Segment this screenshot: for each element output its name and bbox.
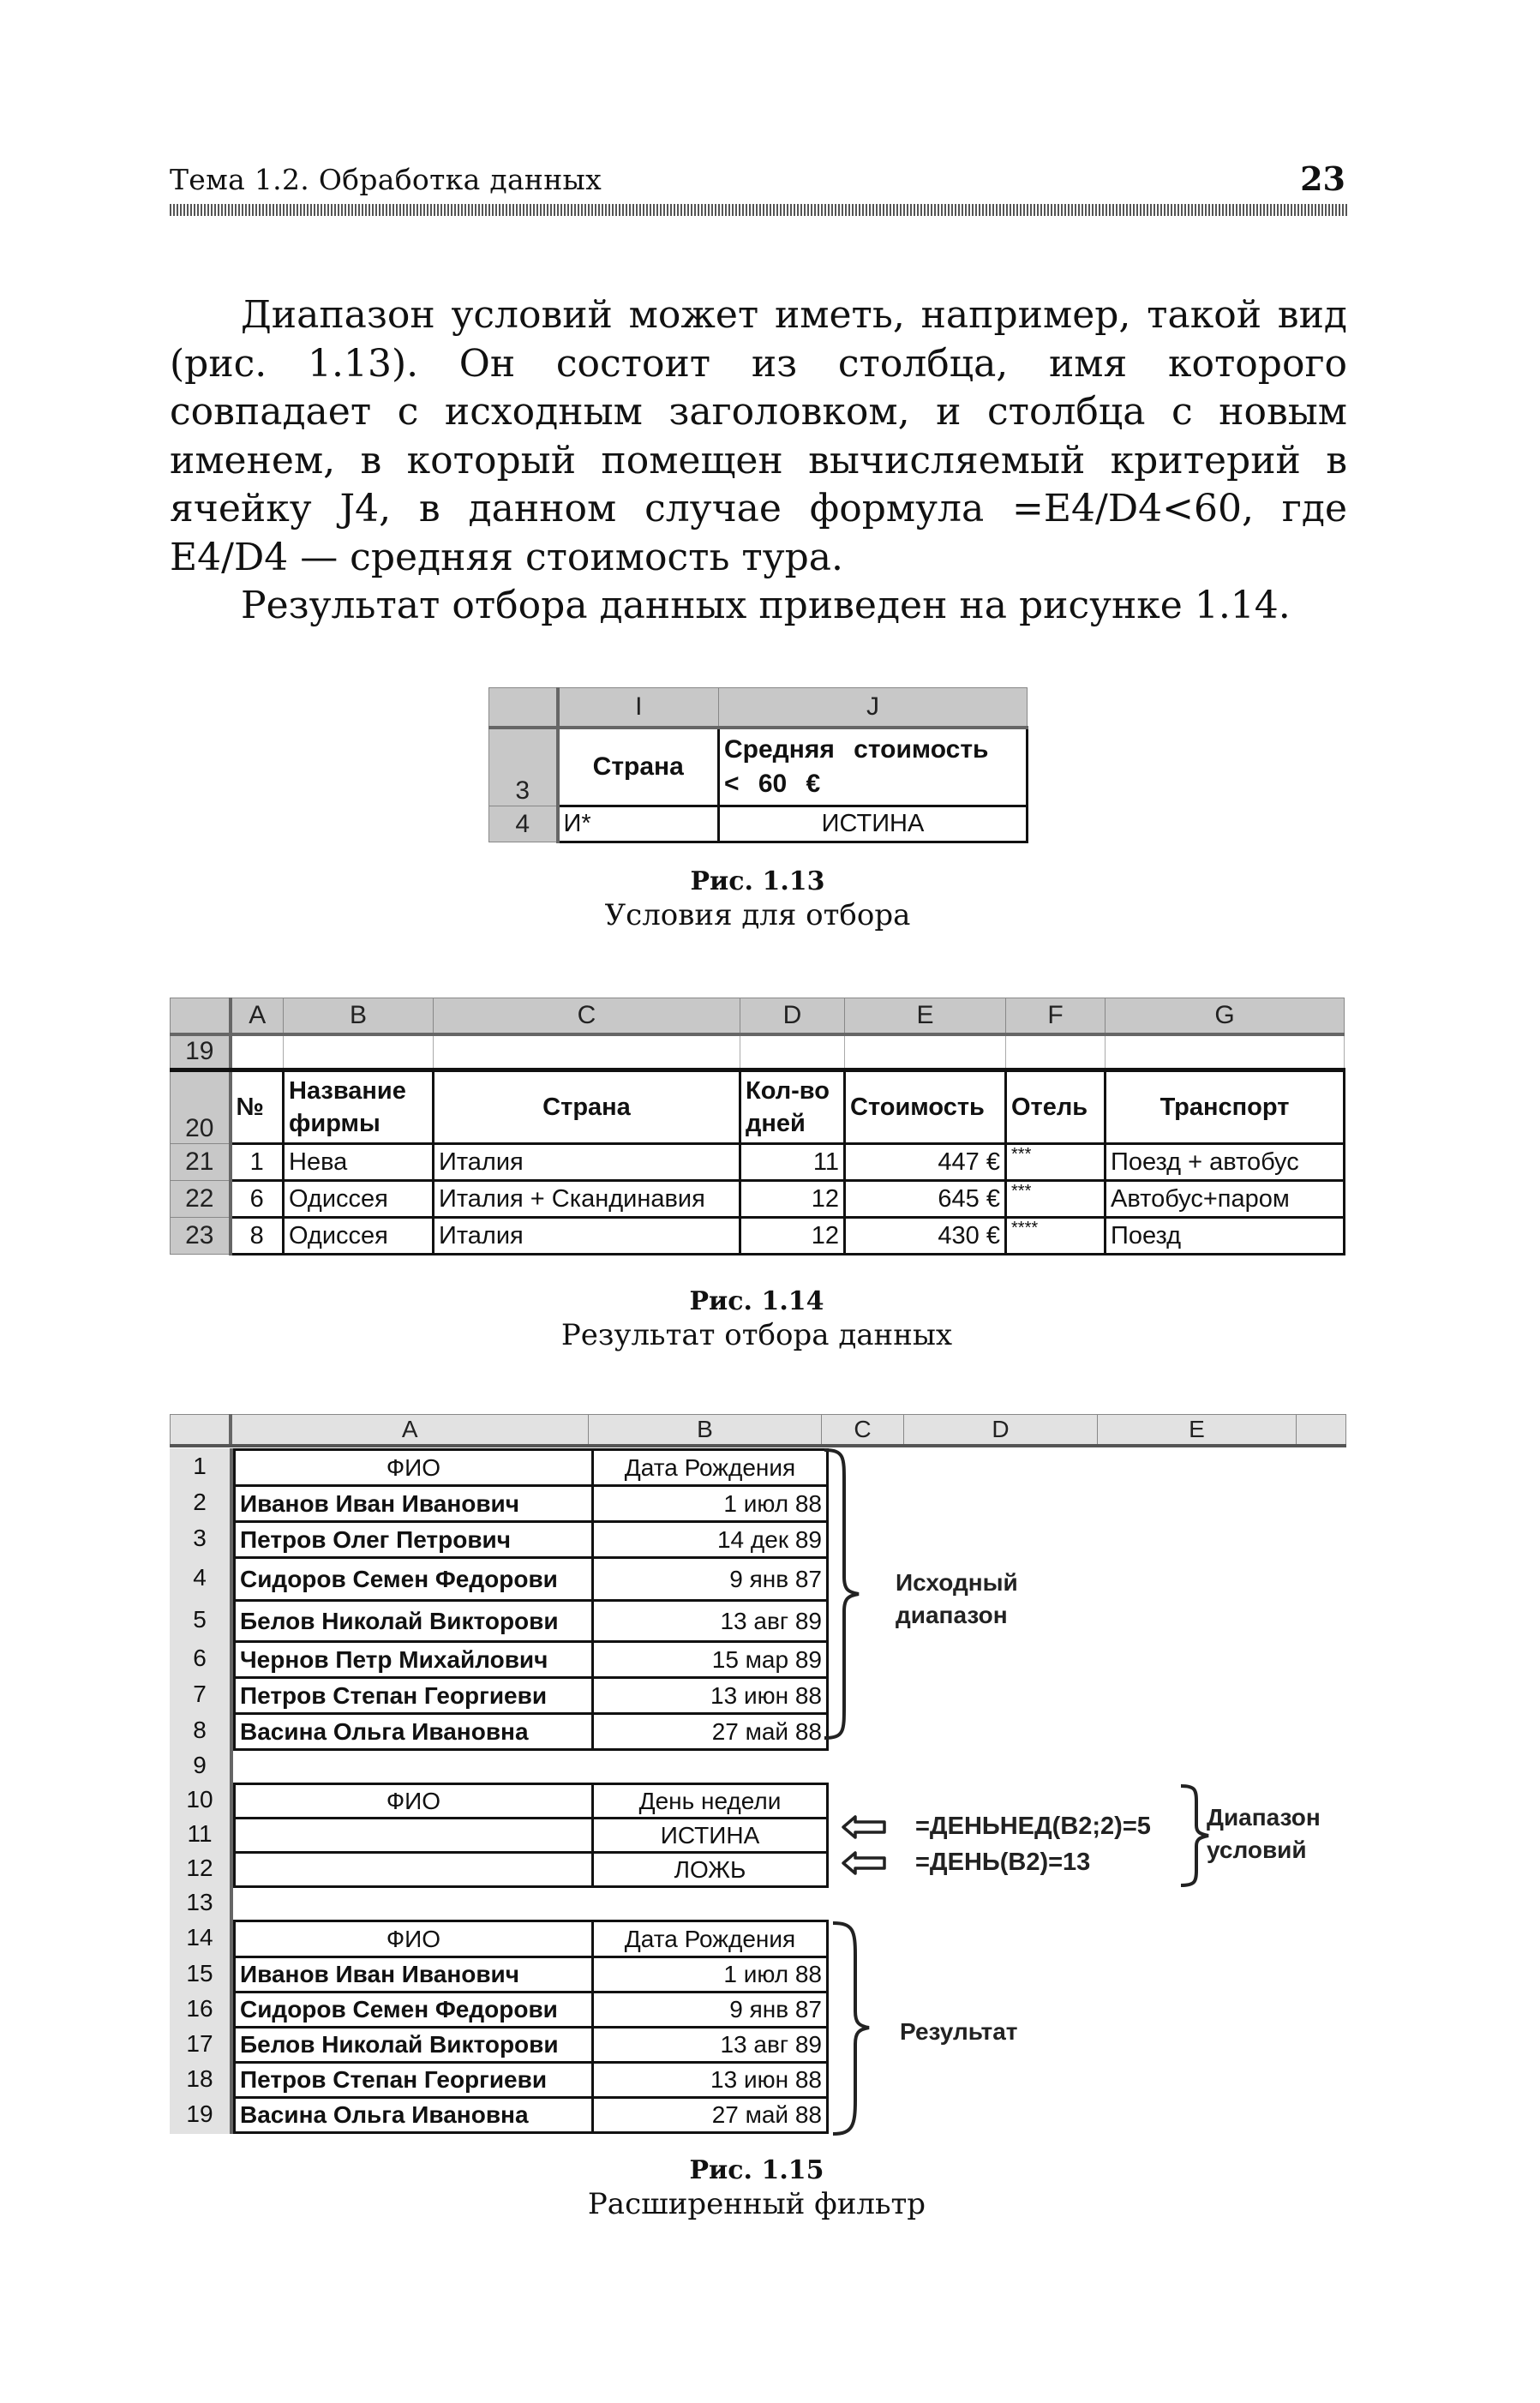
source-range-brace-icon	[823, 1448, 866, 1740]
row-header: 22	[171, 1181, 231, 1218]
header-cell: ФИО	[235, 1450, 593, 1486]
table-row	[171, 1181, 1345, 1218]
table-row	[235, 1853, 828, 1887]
row-header: 19	[186, 2100, 213, 2127]
column-header: A	[231, 998, 284, 1034]
cell	[231, 1034, 284, 1070]
caption-number: Рис. 1.13	[690, 866, 825, 896]
body-text	[170, 291, 1347, 631]
row-header: 15	[186, 1960, 213, 1987]
cell: Петров Степан Георгиеви	[235, 2063, 593, 2098]
header-rule	[170, 204, 1347, 216]
column-header: E	[845, 998, 1006, 1034]
row-header: 5	[193, 1606, 207, 1633]
fig13-criteria-table	[488, 687, 1028, 843]
cell	[845, 1034, 1006, 1070]
column-header: I	[558, 688, 719, 728]
cell: 1	[231, 1144, 284, 1181]
cell: И*	[558, 806, 719, 842]
cell: 27 май 88	[593, 1714, 828, 1750]
column-header: E	[1098, 1415, 1297, 1446]
table-row	[235, 1678, 828, 1714]
cell: 11	[740, 1144, 845, 1181]
cell: 12	[740, 1218, 845, 1255]
column-header: B	[284, 998, 434, 1034]
row-header: 11	[187, 1820, 213, 1847]
source-range-label	[896, 1567, 1018, 1632]
table-row	[171, 1218, 1345, 1255]
row-header: 14	[186, 1924, 213, 1951]
cell: Васина Ольга Ивановна	[235, 1714, 593, 1750]
hollow-left-arrow-icon	[842, 1815, 886, 1839]
row-header: 3	[193, 1525, 207, 1551]
fig15-criteria-range	[233, 1783, 829, 1888]
cell: Средняя стоимость < 60 €	[719, 728, 1028, 806]
row-header: 12	[186, 1855, 213, 1881]
column-header: D	[904, 1415, 1098, 1446]
cell: ИСТИНА	[593, 1819, 828, 1853]
row-header: 21	[171, 1144, 231, 1181]
row-header: 9	[193, 1752, 207, 1778]
cell	[1006, 1034, 1106, 1070]
row-header: 19	[171, 1034, 231, 1070]
cell: Нева	[284, 1144, 434, 1181]
cell: ***	[1006, 1181, 1106, 1218]
cell: ИСТИНА	[719, 806, 1028, 842]
cell: Поезд	[1106, 1218, 1345, 1255]
row-header: 13	[186, 1889, 213, 1915]
fig14-caption	[170, 1285, 1344, 1352]
cell: Италия	[434, 1218, 740, 1255]
header-cell: Стоимость	[845, 1070, 1006, 1144]
page-number: 23	[1300, 159, 1345, 198]
table-row	[171, 1144, 1345, 1181]
cell: Белов Николай Викторови	[235, 2028, 593, 2063]
column-header: B	[589, 1415, 822, 1446]
cell: Автобус+паром	[1106, 1181, 1345, 1218]
result-range-brace-icon	[831, 1921, 874, 2136]
cell: Одиссея	[284, 1218, 434, 1255]
cell: Иванов Иван Иванович	[235, 1957, 593, 1993]
cell: 13 авг 89	[593, 1601, 828, 1642]
table-row	[235, 1486, 828, 1522]
result-range-label: Результат	[900, 2018, 1018, 2045]
column-header: D	[740, 998, 845, 1034]
cell	[235, 1853, 593, 1887]
header-cell: Дата Рождения	[593, 1450, 828, 1486]
header-cell: Название фирмы	[284, 1070, 434, 1144]
fig15-result-range	[233, 1920, 829, 2134]
column-header: F	[1006, 998, 1106, 1034]
cell: Петров Степан Георгиеви	[235, 1678, 593, 1714]
caption-number: Рис. 1.15	[689, 2155, 824, 2185]
column-header: A	[231, 1415, 589, 1446]
header-cell: Дата Рождения	[593, 1921, 828, 1957]
cell: 9 янв 87	[593, 1993, 828, 2028]
cell	[1106, 1034, 1345, 1070]
corner-cell	[489, 688, 558, 728]
table-row	[235, 2098, 828, 2133]
cell: Одиссея	[284, 1181, 434, 1218]
row-header: 17	[186, 2030, 213, 2057]
caption-number: Рис. 1.14	[689, 1286, 824, 1316]
cell: 13 авг 89	[593, 2028, 828, 2063]
cell: 6	[231, 1181, 284, 1218]
header-cell: ФИО	[235, 1921, 593, 1957]
corner-cell	[171, 1415, 231, 1446]
table-row	[235, 1714, 828, 1750]
cell: Петров Олег Петрович	[235, 1522, 593, 1558]
running-header-title: Тема 1.2. Обработка данных	[170, 163, 602, 196]
header-cell: День недели	[593, 1784, 828, 1819]
cell: 645 €	[845, 1181, 1006, 1218]
table-row	[235, 1993, 828, 2028]
fig15-column-headers	[170, 1414, 1346, 1447]
cell: 8	[231, 1218, 284, 1255]
cell: 1 июл 88	[593, 1957, 828, 1993]
cell: 15 мар 89	[593, 1642, 828, 1678]
cell: 430 €	[845, 1218, 1006, 1255]
row-header: 10	[186, 1786, 213, 1813]
formula-day: =ДЕНЬ(B2)=13	[915, 1849, 1091, 1876]
cell	[434, 1034, 740, 1070]
row-header: 1	[193, 1453, 207, 1479]
cell: 1 июл 88	[593, 1486, 828, 1522]
row-header: 23	[171, 1218, 231, 1255]
label-line: Диапазон	[1207, 1804, 1321, 1831]
row-header: 4	[489, 806, 558, 842]
column-header	[1297, 1415, 1346, 1446]
cell: 9 янв 87	[593, 1558, 828, 1601]
header-cell: Транспорт	[1106, 1070, 1345, 1144]
header-cell: ФИО	[235, 1784, 593, 1819]
table-row	[235, 1819, 828, 1853]
cell: Белов Николай Викторови	[235, 1601, 593, 1642]
paragraph: Диапазон условий может иметь, например, такой вид (рис. 1.13). Он состоит из столбца, имя которого совпадает с исходным заголовком, и столбца с новым именем, в который помещен вычисляемый критерий в ячейку J4, в данном случае формула =E4/D4<60, где E4/D4 — средняя стоимость тура.	[170, 293, 1347, 579]
cell: Сидоров Семен Федорови	[235, 1993, 593, 2028]
column-header: C	[822, 1415, 904, 1446]
label-line: условий	[1207, 1837, 1307, 1863]
row-header: 20	[171, 1070, 231, 1144]
table-row	[235, 2063, 828, 2098]
cell: Поезд + автобус	[1106, 1144, 1345, 1181]
cell: ЛОЖЬ	[593, 1853, 828, 1887]
cell: Чернов Петр Михайлович	[235, 1642, 593, 1678]
cell: Италия	[434, 1144, 740, 1181]
table-row	[235, 1642, 828, 1678]
row-header: 3	[489, 728, 558, 806]
cell: 12	[740, 1181, 845, 1218]
label-line: диапазон	[896, 1602, 1008, 1628]
caption-title: Результат отбора данных	[560, 1318, 953, 1352]
cell: 13 июн 88	[593, 2063, 828, 2098]
header-cell: Страна	[434, 1070, 740, 1144]
row-header: 4	[193, 1564, 207, 1591]
row-header: 18	[186, 2065, 213, 2092]
formula-weekday: =ДЕНЬНЕД(B2;2)=5	[915, 1813, 1151, 1840]
cell: Страна	[558, 728, 719, 806]
cell: Васина Ольга Ивановна	[235, 2098, 593, 2133]
header-cell: Кол-во дней	[740, 1070, 845, 1144]
criteria-range-label	[1207, 1801, 1321, 1867]
table-row	[235, 1522, 828, 1558]
cell: Иванов Иван Иванович	[235, 1486, 593, 1522]
fig15-caption	[170, 2154, 1344, 2221]
column-header: C	[434, 998, 740, 1034]
cell: ***	[1006, 1144, 1106, 1181]
running-header	[170, 159, 1345, 198]
table-row	[235, 2028, 828, 2063]
cell: ****	[1006, 1218, 1106, 1255]
column-header: J	[719, 688, 1028, 728]
table-row	[235, 1558, 828, 1601]
cell: 27 май 88	[593, 2098, 828, 2133]
row-header: 16	[186, 1995, 213, 2022]
cell: Италия + Скандинавия	[434, 1181, 740, 1218]
cell: 14 дек 89	[593, 1522, 828, 1558]
cell	[740, 1034, 845, 1070]
fig15-source-range	[233, 1448, 829, 1751]
caption-title: Расширенный фильтр	[587, 2187, 926, 2221]
header-cell: №	[231, 1070, 284, 1144]
paragraph: Результат отбора данных приведен на рисунке 1.14.	[241, 584, 1291, 627]
fig14-result-table	[170, 998, 1345, 1255]
table-header-row	[171, 1070, 1345, 1144]
fig13-caption	[488, 866, 1027, 932]
caption-title: Условия для отбора	[604, 898, 911, 932]
cell	[284, 1034, 434, 1070]
row-header: 8	[193, 1717, 207, 1743]
cell	[235, 1819, 593, 1853]
cell: 447 €	[845, 1144, 1006, 1181]
corner-cell	[171, 998, 231, 1034]
header-cell: Отель	[1006, 1070, 1106, 1144]
row-header: 2	[193, 1489, 207, 1515]
column-header: G	[1106, 998, 1345, 1034]
row-header: 6	[193, 1645, 207, 1671]
label-line: Исходный	[896, 1569, 1018, 1596]
row-header: 7	[193, 1681, 207, 1707]
cell: 13 июн 88	[593, 1678, 828, 1714]
cell: Сидоров Семен Федорови	[235, 1558, 593, 1601]
hollow-left-arrow-icon	[842, 1851, 886, 1875]
table-row	[235, 1957, 828, 1993]
table-row	[235, 1601, 828, 1642]
